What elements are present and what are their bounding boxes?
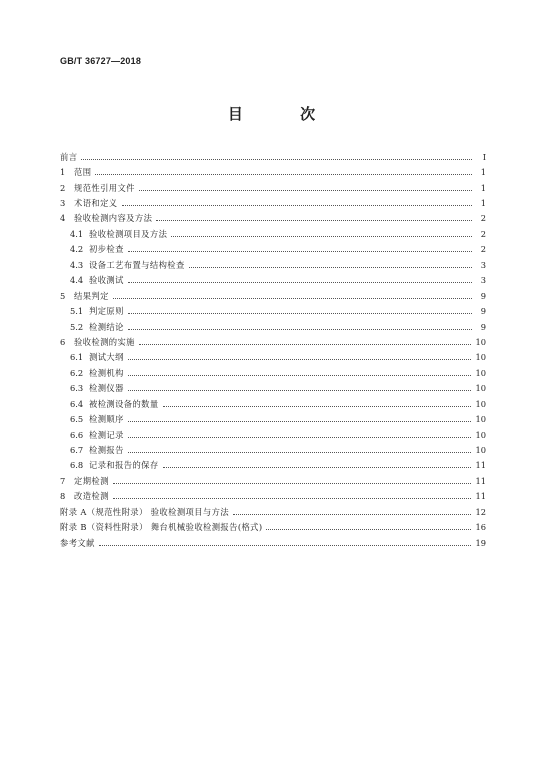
dot-leader — [163, 466, 472, 468]
dot-leader — [122, 204, 473, 206]
toc-entry-title: 检测顺序 — [89, 414, 124, 425]
toc-entry-page: 10 — [475, 398, 486, 409]
toc-entry-number: 5 — [60, 290, 66, 301]
dot-leader — [128, 436, 472, 438]
dot-leader — [99, 544, 472, 546]
toc-entry-title: 设备工艺布置与结构检查 — [89, 259, 185, 270]
toc-entry[interactable] — [60, 411, 486, 426]
dot-leader — [128, 374, 472, 376]
toc-entry-title: 记录和报告的保存 — [89, 460, 159, 471]
toc-entry-page: 11 — [475, 475, 486, 486]
toc-entry-title: 参考文献 — [60, 537, 95, 548]
toc-entry-page: 2 — [480, 228, 486, 239]
toc-entry-page: 10 — [475, 367, 486, 378]
toc-entry[interactable] — [60, 520, 486, 535]
toc-entry-page: 1 — [480, 198, 486, 209]
toc-entry-number: 5.2 — [70, 321, 84, 332]
dot-leader — [128, 250, 472, 252]
toc-entry-page: 10 — [475, 414, 486, 425]
toc-entry-title: 测试大纲 — [89, 352, 124, 363]
dot-leader — [128, 281, 472, 283]
toc-entry-title: 验收检测的实施 — [74, 336, 135, 347]
dot-leader — [81, 158, 472, 160]
toc-entry-page: 10 — [475, 336, 486, 347]
toc-entry[interactable] — [60, 195, 486, 210]
toc-entry-page: 10 — [475, 429, 486, 440]
toc-entry-title: 结果判定 — [74, 290, 109, 301]
dot-leader — [171, 235, 472, 237]
toc-entry-page: 3 — [480, 259, 486, 270]
toc-entry-number: 6.8 — [70, 460, 84, 471]
dot-leader — [128, 420, 472, 422]
toc-entry-title: 初步检查 — [89, 244, 124, 255]
dot-leader — [128, 358, 472, 360]
dot-leader — [139, 189, 472, 191]
toc-entry-number: 6.4 — [70, 398, 84, 409]
toc-entry-page: 11 — [475, 491, 486, 502]
toc-entry-title: 前言 — [60, 151, 78, 162]
dot-leader — [163, 405, 472, 407]
toc-entry[interactable] — [60, 303, 486, 318]
dot-leader — [189, 266, 472, 268]
toc-entry[interactable] — [60, 242, 486, 257]
toc-entry[interactable] — [60, 211, 486, 226]
toc-entry[interactable] — [60, 273, 486, 288]
toc-entry-page: 16 — [475, 522, 486, 533]
toc-entry-number: 4.3 — [70, 259, 84, 270]
toc-entry-page: 12 — [475, 506, 486, 517]
toc-entry-title: 检测报告 — [89, 445, 124, 456]
toc-entry[interactable] — [60, 149, 486, 164]
dot-leader — [139, 343, 472, 345]
toc-entry-page: 1 — [480, 167, 486, 178]
toc-entry[interactable] — [60, 365, 486, 380]
toc-entry-page: 2 — [480, 213, 486, 224]
toc-entry-page: 11 — [475, 460, 486, 471]
dot-leader — [128, 389, 472, 391]
toc-entry[interactable] — [60, 489, 486, 504]
toc-entry-page: 9 — [480, 321, 486, 332]
toc-entry[interactable] — [60, 180, 486, 195]
toc-entry-title: 检测结论 — [89, 321, 124, 332]
toc-entry[interactable] — [60, 164, 486, 179]
toc-entry-title: 检测记录 — [89, 429, 124, 440]
dot-leader — [128, 328, 472, 330]
dot-leader — [113, 297, 472, 299]
toc-entry-title: 验收检测项目及方法 — [89, 228, 168, 239]
toc-entry-number: 6.2 — [70, 367, 84, 378]
toc-entry-number: 6.7 — [70, 445, 84, 456]
toc-entry-page: 1 — [480, 182, 486, 193]
toc-entry[interactable] — [60, 427, 486, 442]
toc-entry-title: 判定原则 — [89, 306, 124, 317]
toc-entry-page: 3 — [480, 275, 486, 286]
page-title: 目 次 — [227, 105, 342, 123]
toc-entry-number: 1 — [60, 167, 66, 178]
toc-entry[interactable] — [60, 319, 486, 334]
toc-entry-number: 7 — [60, 475, 66, 486]
toc-entry-title: 术语和定义 — [74, 198, 118, 209]
toc-entry-page: 9 — [480, 306, 486, 317]
toc-entry-page: Ⅰ — [482, 151, 486, 162]
dot-leader — [113, 482, 472, 484]
toc-entry-title: 附录 A（规范性附录） 验收检测项目与方法 — [60, 506, 230, 517]
toc-entry-number: 3 — [60, 198, 66, 209]
toc-entry-number: 4.2 — [70, 244, 84, 255]
toc-entry[interactable] — [60, 535, 486, 550]
toc-entry-title: 验收测试 — [89, 275, 124, 286]
toc-entry-number: 6.1 — [70, 352, 84, 363]
dot-leader — [266, 528, 471, 530]
toc-entry-title: 被检测设备的数量 — [89, 398, 159, 409]
toc-entry-number: 4.4 — [70, 275, 84, 286]
toc-entry[interactable] — [60, 334, 486, 349]
toc-entry-number: 6 — [60, 336, 66, 347]
toc-entry[interactable] — [60, 473, 486, 488]
toc-entry-title: 附录 B（资料性附录） 舞台机械验收检测报告(格式) — [60, 522, 263, 533]
toc-entry-title: 范围 — [74, 167, 92, 178]
toc-entry-title: 检测机构 — [89, 367, 124, 378]
document-code: GB/T 36727—2018 — [60, 56, 142, 66]
toc-entry[interactable] — [60, 442, 486, 457]
toc-entry-title: 检测仪器 — [89, 383, 124, 394]
dot-leader — [113, 497, 472, 499]
dot-leader — [95, 173, 472, 175]
toc-entry[interactable] — [60, 288, 486, 303]
dot-leader — [233, 513, 471, 515]
toc-entry-number: 4.1 — [70, 228, 84, 239]
toc-entry-number: 6.6 — [70, 429, 84, 440]
toc-entry[interactable] — [60, 257, 486, 272]
toc-entry[interactable] — [60, 458, 486, 473]
toc-entry-number: 2 — [60, 182, 66, 193]
dot-leader — [156, 219, 472, 221]
dot-leader — [128, 312, 472, 314]
toc-entry-page: 9 — [480, 290, 486, 301]
toc-entry-title: 规范性引用文件 — [74, 182, 135, 193]
toc-entry-page: 10 — [475, 445, 486, 456]
toc-entry[interactable] — [60, 350, 486, 365]
toc-entry-page: 19 — [475, 537, 486, 548]
dot-leader — [128, 451, 472, 453]
toc-entry[interactable] — [60, 396, 486, 411]
toc-entry[interactable] — [60, 381, 486, 396]
toc-entry-title: 改造检测 — [74, 491, 109, 502]
toc-entry-page: 10 — [475, 352, 486, 363]
toc-entry[interactable] — [60, 504, 486, 519]
toc-entry-title: 验收检测内容及方法 — [74, 213, 153, 224]
toc-entry-number: 4 — [60, 213, 66, 224]
toc-entry[interactable] — [60, 226, 486, 241]
toc-entry-number: 8 — [60, 491, 66, 502]
toc-entry-number: 5.1 — [70, 306, 84, 317]
toc-entry-page: 10 — [475, 383, 486, 394]
table-of-contents — [60, 149, 486, 550]
toc-entry-page: 2 — [480, 244, 486, 255]
toc-entry-title: 定期检测 — [74, 475, 109, 486]
toc-entry-number: 6.3 — [70, 383, 84, 394]
toc-entry-number: 6.5 — [70, 414, 84, 425]
